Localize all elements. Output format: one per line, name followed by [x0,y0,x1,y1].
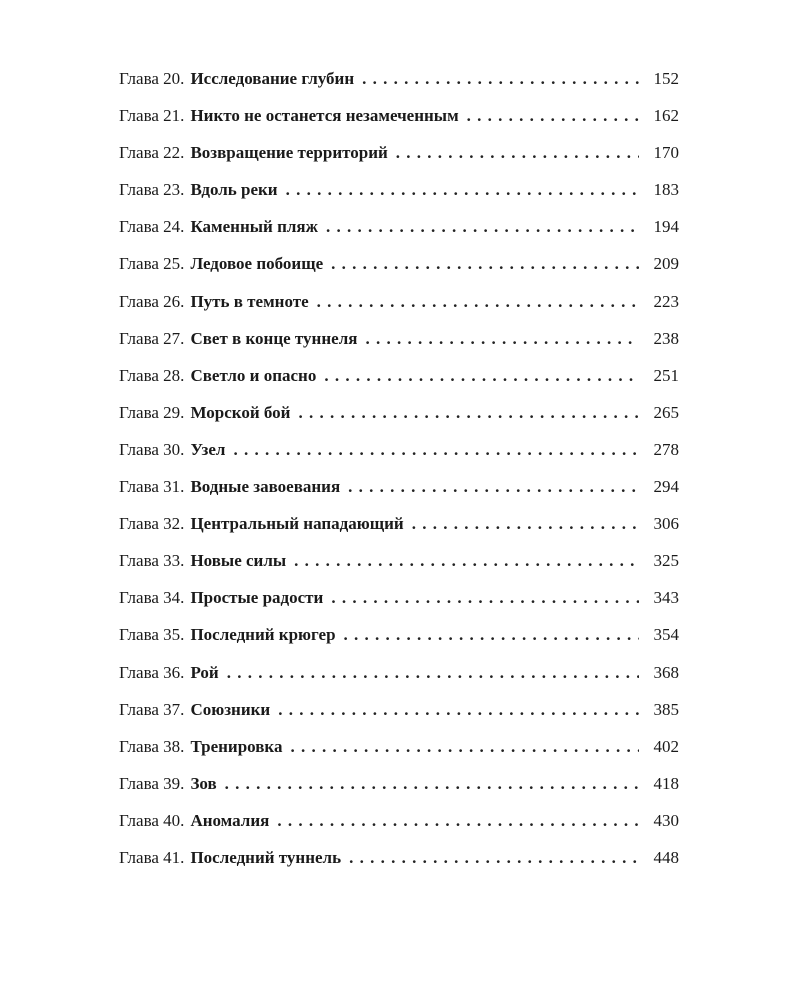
page-number: 325 [653,551,679,571]
page-number: 194 [653,217,679,237]
chapter-number: Глава 34. [119,588,185,608]
dot-leader [290,728,639,765]
toc-entry [119,765,679,802]
page-number: 294 [653,477,679,497]
chapter-title: Свет в конце туннеля [190,328,358,348]
chapter-number: Глава 38. [119,736,185,756]
toc-entry [119,654,679,691]
chapter-title: Рой [190,662,219,682]
chapter-title: Узел [190,439,226,459]
toc-entry [119,579,679,616]
page-number: 354 [653,625,679,645]
dot-leader [331,579,639,616]
table-of-contents [119,60,679,876]
page-number: 170 [653,143,679,163]
dot-leader [412,505,639,542]
chapter-title: Водные завоевания [190,477,341,497]
page-number: 183 [653,180,679,200]
chapter-title: Новые силы [190,551,287,571]
dot-leader [298,394,639,431]
toc-entry [119,839,679,876]
dot-leader [362,60,639,97]
chapter-number: Глава 40. [119,810,185,830]
chapter-number: Глава 37. [119,699,185,719]
toc-entry [119,357,679,394]
toc-entry [119,60,679,97]
page-number: 209 [653,254,679,274]
page-number: 251 [653,365,679,385]
page-number: 368 [653,662,679,682]
dot-leader [227,654,639,691]
chapter-number: Глава 28. [119,365,185,385]
chapter-number: Глава 39. [119,773,185,793]
dot-leader [225,765,639,802]
page-number: 265 [653,402,679,422]
chapter-number: Глава 23. [119,180,185,200]
chapter-number: Глава 27. [119,328,185,348]
toc-entry [119,505,679,542]
dot-leader [324,357,639,394]
chapter-title: Ледовое побоище [190,254,324,274]
dot-leader [277,802,639,839]
dot-leader [278,691,639,728]
chapter-number: Глава 22. [119,143,185,163]
page-number: 238 [653,328,679,348]
toc-entry [119,468,679,505]
chapter-number: Глава 41. [119,847,185,867]
chapter-number: Глава 25. [119,254,185,274]
toc-entry [119,283,679,320]
dot-leader [348,468,639,505]
dot-leader [467,97,639,134]
page-number: 448 [653,847,679,867]
page-number: 162 [653,106,679,126]
chapter-title: Тренировка [190,736,283,756]
toc-entry [119,691,679,728]
toc-entry [119,802,679,839]
chapter-title: Зов [190,773,217,793]
chapter-title: Вдоль реки [190,180,278,200]
chapter-title: Аномалия [190,810,270,830]
dot-leader [365,320,639,357]
toc-entry [119,431,679,468]
toc-entry [119,320,679,357]
dot-leader [294,542,639,579]
chapter-title: Союзники [190,699,271,719]
chapter-number: Глава 21. [119,106,185,126]
chapter-title: Путь в темноте [190,291,309,311]
toc-entry [119,208,679,245]
chapter-title: Исследование глубин [190,69,355,88]
dot-leader [233,431,639,468]
chapter-number: Глава 35. [119,625,185,645]
chapter-number: Глава 26. [119,291,185,311]
dot-leader [349,839,639,876]
chapter-title: Никто не останется незамеченным [190,106,459,126]
chapter-title: Возвращение территорий [190,143,388,163]
dot-leader [317,283,639,320]
chapter-number: Глава 29. [119,402,185,422]
page-number: 418 [653,773,679,793]
page-number: 343 [653,588,679,608]
page-number: 402 [653,736,679,756]
dot-leader [344,616,639,653]
chapter-number: Глава 32. [119,514,185,534]
chapter-number: Глава 33. [119,551,185,571]
chapter-title: Последний туннель [190,847,342,867]
dot-leader [286,171,639,208]
dot-leader [331,245,639,282]
page-number: 306 [653,514,679,534]
page-number: 278 [653,439,679,459]
toc-entry [119,245,679,282]
chapter-title: Светло и опасно [190,365,317,385]
toc-entry [119,542,679,579]
toc-entry [119,728,679,765]
chapter-title: Каменный пляж [190,217,318,237]
toc-entry [119,97,679,134]
toc-entry [119,394,679,431]
page-number: 152 [653,69,679,88]
chapter-number: Глава 20. [119,69,185,88]
chapter-number: Глава 36. [119,662,185,682]
page-number: 430 [653,810,679,830]
dot-leader [396,134,639,171]
chapter-title: Последний крюгер [190,625,336,645]
toc-entry [119,171,679,208]
dot-leader [326,208,639,245]
chapter-number: Глава 30. [119,439,185,459]
toc-entry [119,616,679,653]
chapter-title: Центральный нападающий [190,514,404,534]
page-number: 385 [653,699,679,719]
chapter-title: Простые радости [190,588,324,608]
page-number: 223 [653,291,679,311]
chapter-number: Глава 31. [119,477,185,497]
chapter-number: Глава 24. [119,217,185,237]
chapter-title: Морской бой [190,402,291,422]
toc-entry [119,134,679,171]
